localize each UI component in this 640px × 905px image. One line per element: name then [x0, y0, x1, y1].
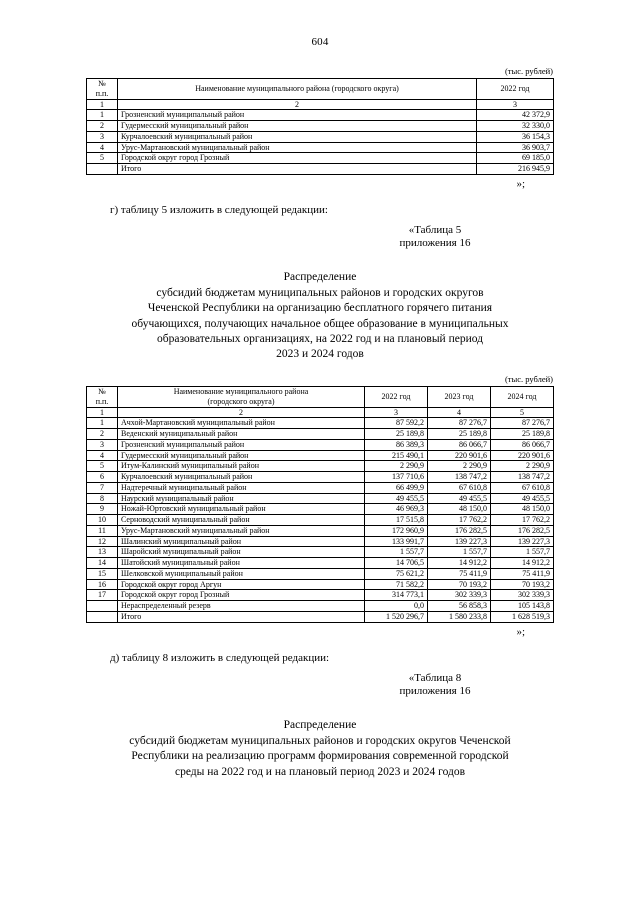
- row-value-2024: 49 455,5: [491, 493, 554, 504]
- row-name: Гудермесский муниципальный район: [118, 450, 365, 461]
- section-g-title-line-1: субсидий бюджетам муниципальных районов и городских округов: [156, 287, 484, 300]
- row-value-2022: 42 372,9: [477, 110, 554, 121]
- row-name-total: Итого: [118, 164, 477, 175]
- table1-header-row: [87, 79, 554, 100]
- row-value-2023: 25 189,8: [428, 429, 491, 440]
- table1-colnum-1: 1: [87, 99, 118, 110]
- table-row: [87, 121, 554, 132]
- row-value-2024: 14 912,2: [491, 558, 554, 569]
- row-value-2022: 133 991,7: [365, 536, 428, 547]
- row-value-2024: 86 066,7: [491, 439, 554, 450]
- row-index: 1: [87, 418, 118, 429]
- row-value-2022: 46 969,3: [365, 504, 428, 515]
- row-name: Урус-Мартановский муниципальный район: [118, 142, 477, 153]
- table1-column-number-row: [87, 99, 554, 110]
- row-value-2022: 36 154,3: [477, 131, 554, 142]
- row-value-2023: 176 282,5: [428, 525, 491, 536]
- table-row: [87, 450, 554, 461]
- row-value-2024: 105 143,8: [491, 601, 554, 612]
- table1-colnum-2: 2: [118, 99, 477, 110]
- section-g-lead: г) таблицу 5 изложить в следующей редакции:: [110, 203, 328, 216]
- section-d-title-line-2: Республики на реализацию программ формирования современной городской: [131, 750, 509, 763]
- row-value-2024-total: 1 628 519,3: [491, 611, 554, 622]
- row-value-2023: 14 912,2: [428, 558, 491, 569]
- row-value-2024: 2 290,9: [491, 461, 554, 472]
- row-value-2024: 25 189,8: [491, 429, 554, 440]
- table-row: [87, 131, 554, 142]
- section-d-title: [86, 698, 554, 792]
- section-g-title-line-4: образовательных организациях, на 2022 год и на плановый период: [156, 332, 484, 345]
- row-name: Городской округ город Грозный: [118, 590, 365, 601]
- row-value-2024: 17 762,2: [491, 515, 554, 526]
- row-index: 4: [87, 450, 118, 461]
- row-value-2023: 48 150,0: [428, 504, 491, 515]
- row-value-2022: 66 499,9: [365, 482, 428, 493]
- table1-header-index: [87, 79, 118, 100]
- section-g-anchor-appendix: приложения 16: [399, 236, 471, 249]
- table1-header-year-2022: 2022 год: [477, 79, 554, 100]
- table1-units-label: (тыс. рублей): [504, 66, 553, 76]
- row-value-2024: 302 339,3: [491, 590, 554, 601]
- row-value-2023: 220 901,6: [428, 450, 491, 461]
- row-value-2024: 67 610,8: [491, 482, 554, 493]
- row-value-2022: 49 455,5: [365, 493, 428, 504]
- table-row: [87, 482, 554, 493]
- row-value-2022: 17 515,8: [365, 515, 428, 526]
- table2-header-name: [118, 387, 365, 408]
- row-index: 1: [87, 110, 118, 121]
- row-name: Шаройский муниципальный район: [118, 547, 365, 558]
- table-row: [87, 536, 554, 547]
- table2-header-year-2022: 2022 год: [365, 387, 428, 408]
- row-name: Шатойский муниципальный район: [118, 558, 365, 569]
- row-value-2022: 71 582,2: [365, 579, 428, 590]
- table2-colnum-4: 4: [428, 407, 491, 418]
- row-value-2022: 314 773,1: [365, 590, 428, 601]
- row-name-reserve: Нераспределенный резерв: [118, 601, 365, 612]
- section-g-anchor-table: «Таблица 5: [408, 223, 462, 236]
- row-value-2023: 67 610,8: [428, 482, 491, 493]
- table-row: [87, 153, 554, 164]
- row-index: [87, 601, 118, 612]
- row-value-2023: 75 411,9: [428, 568, 491, 579]
- section-g-title-line-2: Чеченской Республики на организацию бесплатного горячего питания: [147, 302, 493, 315]
- table2-header-index: [87, 387, 118, 408]
- row-index: 11: [87, 525, 118, 536]
- table1-header-index-line2: п.п.: [95, 88, 109, 98]
- row-name: Курчалоевский муниципальный район: [118, 131, 477, 142]
- table2-header-year-2024: 2024 год: [491, 387, 554, 408]
- row-value-2022-total: 1 520 296,7: [365, 611, 428, 622]
- table-row: [87, 515, 554, 526]
- table-row: [87, 110, 554, 121]
- row-value-2023: 87 276,7: [428, 418, 491, 429]
- row-value-2022: 137 710,6: [365, 472, 428, 483]
- table2-header-name-line2: (городского округа): [207, 396, 275, 406]
- row-value-2022: 215 490,1: [365, 450, 428, 461]
- table2-colnum-1: 1: [87, 407, 118, 418]
- row-index: 12: [87, 536, 118, 547]
- section-g-title-head: Распределение: [283, 271, 357, 284]
- table1-header-name: Наименование муниципального района (городского округа): [118, 79, 477, 100]
- row-index: 3: [87, 439, 118, 450]
- row-value-2022: 69 185,0: [477, 153, 554, 164]
- row-index: 3: [87, 131, 118, 142]
- row-value-2023: 1 557,7: [428, 547, 491, 558]
- table-row: [87, 504, 554, 515]
- table-row: [87, 525, 554, 536]
- row-value-2022: 87 592,2: [365, 418, 428, 429]
- row-index: 8: [87, 493, 118, 504]
- row-index: [87, 164, 118, 175]
- row-value-2023: 49 455,5: [428, 493, 491, 504]
- section-g-title: [86, 250, 554, 374]
- row-index: 2: [87, 429, 118, 440]
- row-value-2022-total: 216 945,9: [477, 164, 554, 175]
- section-d-title-head: Распределение: [283, 719, 357, 732]
- row-name: Ножай-Юртовский муниципальный район: [118, 504, 365, 515]
- table-2-school-meals-subsidies: [86, 386, 554, 623]
- section-d-title-line-1: субсидий бюджетам муниципальных районов и городских округов Чеченской: [129, 735, 511, 748]
- row-value-2024: 1 557,7: [491, 547, 554, 558]
- row-value-2022: 86 389,3: [365, 439, 428, 450]
- row-index: 6: [87, 472, 118, 483]
- row-name: Гудермесский муниципальный район: [118, 121, 477, 132]
- row-value-2024: 87 276,7: [491, 418, 554, 429]
- table1-colnum-3: 3: [477, 99, 554, 110]
- table2-colnum-3: 3: [365, 407, 428, 418]
- row-index: 5: [87, 461, 118, 472]
- row-value-2024: 75 411,9: [491, 568, 554, 579]
- closing-quote-2: »;: [516, 625, 525, 638]
- row-value-2023: 17 762,2: [428, 515, 491, 526]
- table-row: [87, 579, 554, 590]
- row-index: 4: [87, 142, 118, 153]
- table-row: [87, 429, 554, 440]
- table2-colnum-5: 5: [491, 407, 554, 418]
- section-g-anchor: [86, 216, 554, 250]
- section-g-title-line-3: обучающихся, получающих начальное общее образование в муниципальных: [131, 317, 509, 330]
- row-value-2023: 2 290,9: [428, 461, 491, 472]
- row-value-2022: 0,0: [365, 601, 428, 612]
- row-name-total: Итого: [118, 611, 365, 622]
- table-row: [87, 568, 554, 579]
- row-index: 2: [87, 121, 118, 132]
- row-value-2022: 75 621,2: [365, 568, 428, 579]
- row-name: Курчалоевский муниципальный район: [118, 472, 365, 483]
- row-name: Надтеречный муниципальный район: [118, 482, 365, 493]
- row-value-2024: 70 193,2: [491, 579, 554, 590]
- row-name: Городской округ город Аргун: [118, 579, 365, 590]
- row-value-2024: 48 150,0: [491, 504, 554, 515]
- row-index: [87, 611, 118, 622]
- table2-header-index-line1: №: [98, 387, 106, 397]
- row-name: Итум-Калинский муниципальный район: [118, 461, 365, 472]
- row-name: Веденский муниципальный район: [118, 429, 365, 440]
- table2-header-name-line1: Наименование муниципального района: [173, 387, 309, 397]
- table2-header-year-2023: 2023 год: [428, 387, 491, 408]
- table-row: [87, 472, 554, 483]
- row-value-2022: 172 960,9: [365, 525, 428, 536]
- row-value-2023: 139 227,3: [428, 536, 491, 547]
- row-index: 10: [87, 515, 118, 526]
- row-value-2022: 1 557,7: [365, 547, 428, 558]
- table-total-row: [87, 164, 554, 175]
- row-name: Ачхой-Мартановский муниципальный район: [118, 418, 365, 429]
- section-d-title-line-3: среды на 2022 год и на плановый период 2023 и 2024 годов: [174, 765, 466, 778]
- row-value-2023: 138 747,2: [428, 472, 491, 483]
- table-row: [87, 590, 554, 601]
- row-value-2022: 36 903,7: [477, 142, 554, 153]
- section-d-lead: д) таблицу 8 изложить в следующей редакции:: [110, 651, 330, 664]
- row-index: 9: [87, 504, 118, 515]
- row-value-2024: 176 282,5: [491, 525, 554, 536]
- table-row: [87, 439, 554, 450]
- row-value-2023: 70 193,2: [428, 579, 491, 590]
- table-row: [87, 493, 554, 504]
- section-d-anchor-appendix: приложения 16: [399, 684, 471, 697]
- row-value-2022: 32 330,0: [477, 121, 554, 132]
- row-value-2024: 138 747,2: [491, 472, 554, 483]
- row-value-2022: 25 189,8: [365, 429, 428, 440]
- table2-header-index-line2: п.п.: [95, 396, 109, 406]
- table-1-subsidies: [86, 78, 554, 175]
- table-total-row: [87, 611, 554, 622]
- table-row: [87, 418, 554, 429]
- row-index: 17: [87, 590, 118, 601]
- table2-header-row: [87, 387, 554, 408]
- table-reserve-row: [87, 601, 554, 612]
- closing-quote-1: »;: [516, 177, 525, 190]
- section-d-anchor: [86, 664, 554, 698]
- row-name: Городской округ город Грозный: [118, 153, 477, 164]
- table2-column-number-row: [87, 407, 554, 418]
- table-row: [87, 461, 554, 472]
- row-value-2022: 2 290,9: [365, 461, 428, 472]
- row-name: Шелковской муниципальный район: [118, 568, 365, 579]
- page-number: 604: [311, 36, 329, 48]
- row-name: Шалинский муниципальный район: [118, 536, 365, 547]
- row-index: 15: [87, 568, 118, 579]
- row-index: 14: [87, 558, 118, 569]
- row-value-2023: 56 858,3: [428, 601, 491, 612]
- table2-colnum-2: 2: [118, 407, 365, 418]
- row-name: Грозненский муниципальный район: [118, 439, 365, 450]
- row-index: 7: [87, 482, 118, 493]
- table-row: [87, 142, 554, 153]
- row-name: Наурский муниципальный район: [118, 493, 365, 504]
- row-value-2024: 220 901,6: [491, 450, 554, 461]
- row-name: Серноводский муниципальный район: [118, 515, 365, 526]
- row-index: 16: [87, 579, 118, 590]
- row-value-2022: 14 706,5: [365, 558, 428, 569]
- row-name: Урус-Мартановский муниципальный район: [118, 525, 365, 536]
- section-d-anchor-table: «Таблица 8: [408, 671, 462, 684]
- row-value-2023: 86 066,7: [428, 439, 491, 450]
- row-name: Грозненский муниципальный район: [118, 110, 477, 121]
- table1-header-index-line1: №: [98, 79, 106, 88]
- table-row: [87, 558, 554, 569]
- section-g-title-line-5: 2023 и 2024 годов: [276, 347, 364, 360]
- table-row: [87, 547, 554, 558]
- row-value-2023: 302 339,3: [428, 590, 491, 601]
- table2-units-label: (тыс. рублей): [504, 374, 553, 385]
- row-index: 13: [87, 547, 118, 558]
- row-index: 5: [87, 153, 118, 164]
- row-value-2024: 139 227,3: [491, 536, 554, 547]
- row-value-2023-total: 1 580 233,8: [428, 611, 491, 622]
